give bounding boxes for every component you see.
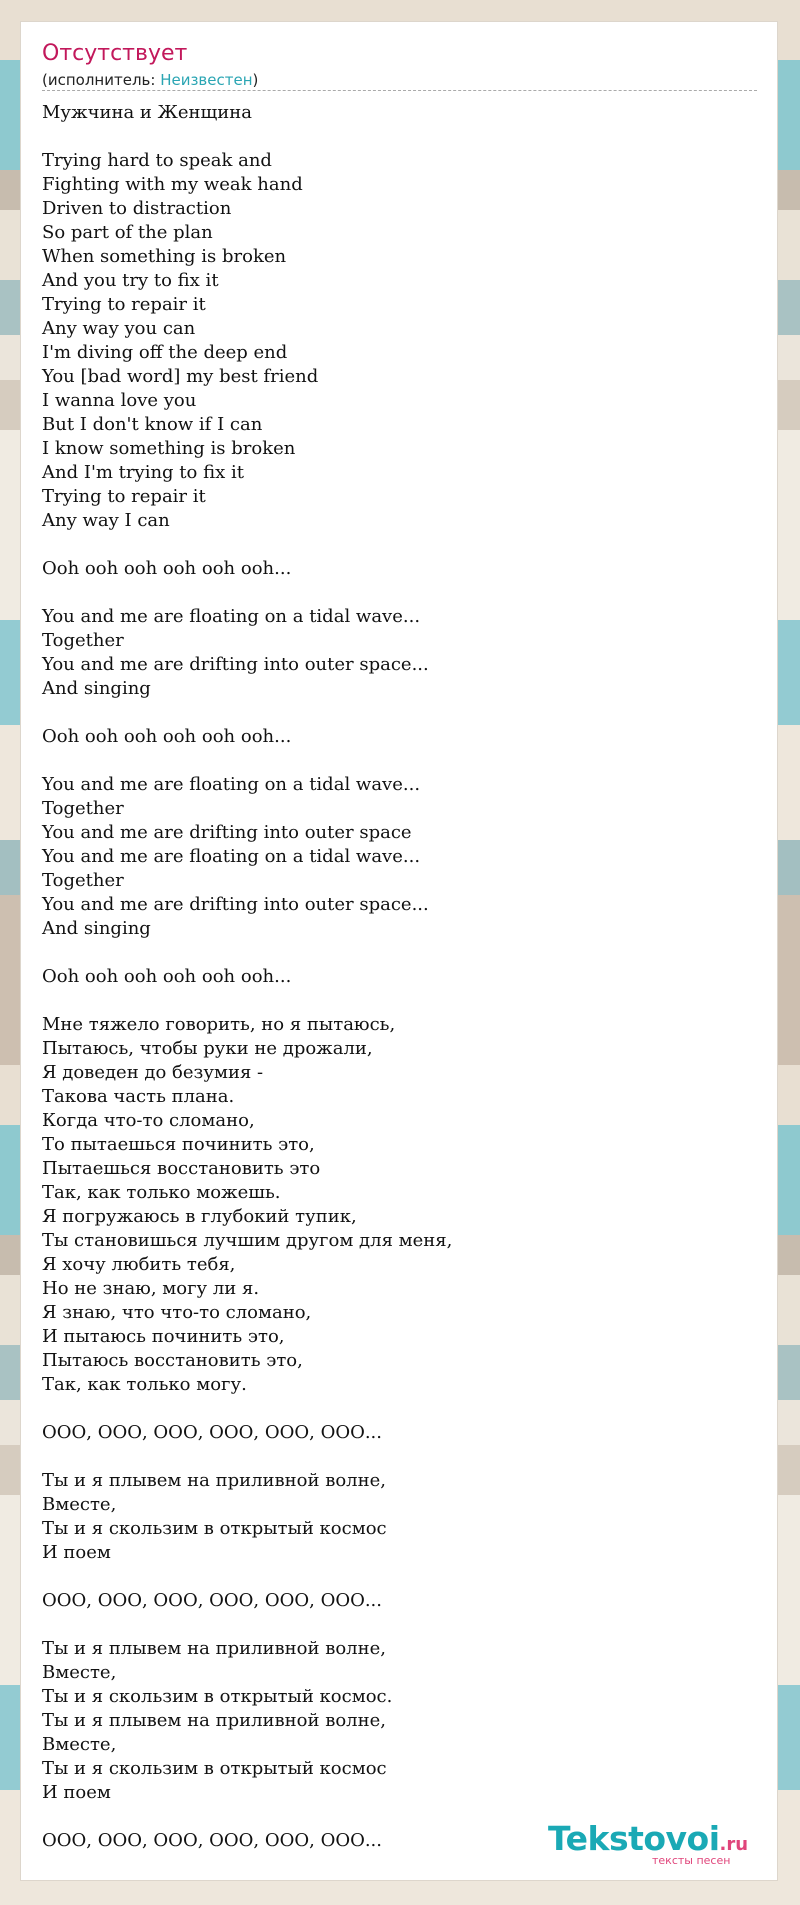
artist-link[interactable]: Неизвестен <box>160 71 253 89</box>
song-title: Отсутствует <box>42 41 188 66</box>
title-divider <box>42 90 757 91</box>
site-logo[interactable] <box>548 1819 768 1872</box>
artist-line <box>42 71 258 89</box>
artist-prefix: (исполнитель: <box>42 71 161 89</box>
logo-main-text: Tekstovoi <box>548 1819 720 1858</box>
lyrics-card <box>20 21 778 1881</box>
logo-wordmark <box>548 1819 749 1858</box>
logo-tagline: тексты песен <box>652 1854 731 1867</box>
logo-tld: .ru <box>719 1834 749 1855</box>
lyrics-text: Мужчина и Женщина Trying hard to speak and Fighting with my weak hand Driven to distraction So part of the plan When something is broken And you try to fix it Trying to repair it Any way you can I'm diving off the deep end You [bad word] my best friend I wanna love you But I don't know if I can I know something is broken And I'm trying to fix it Trying to repair it Any way I can Ooh ooh ooh ooh ooh ooh... You and me are floating on a tidal wave... Together You and me are drifting into outer space... And singing Ooh ooh ooh ooh ooh ooh... You and me are floating on a tidal wave... Together You and me are drifting into outer space You and me are floating on a tidal wave... Together You and me are drifting into outer space... And singing Ooh ooh ooh ooh ooh ooh... Мне тяжело говорить, но я пытаюсь, Пытаюсь, чтобы руки не дрожали, Я доведен до безумия - Такова часть плана. Когда что-то сломано, То пытаешься починить это, Пытаешься восстановить это Так, как только можешь. Я погружаюсь в глубокий тупик, Ты становишься лучшим другом для меня, Я хочу любить тебя, Но не знаю, могу ли я. Я знаю, что что-то сломано, И пытаюсь починить это, Пытаюсь восстановить это, Так, как только могу. ООО, ООО, ООО, ООО, ООО, ООО... Ты и я плывем на приливной волне, Вместе, Ты и я скользим в открытый космос И поем ООО, ООО, ООО, ООО, ООО, ООО... Ты и я плывем на приливной волне, Вместе, Ты и я скользим в открытый космос. Ты и я плывем на приливной волне, Вместе, Ты и я скользим в открытый космос И поем ООО, ООО, ООО, ООО, ООО, ООО... <box>42 102 453 1851</box>
artist-suffix: ) <box>252 71 259 89</box>
